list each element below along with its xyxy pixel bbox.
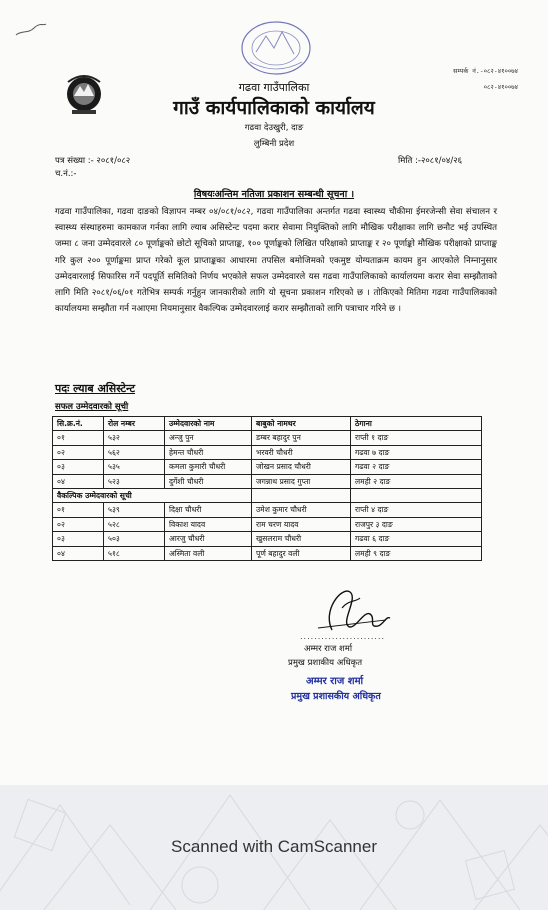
table-cell: ०१: [53, 503, 104, 517]
signatory-designation: प्रमुख प्रशाकीय अधिकृत: [288, 658, 363, 668]
table-cell: हेमन्त चौधरी: [165, 445, 252, 459]
handwritten-signature: [312, 580, 392, 640]
pen-scribble-mark: [14, 22, 48, 38]
table-cell: दिक्षा चौधरी: [165, 503, 252, 517]
table-cell: राप्ती १ दाङ: [351, 431, 482, 445]
alternate-list-title: वैकल्पिक उम्मेदवारको सूची: [53, 489, 252, 503]
table-cell: लमही ९ दाङ: [351, 546, 482, 560]
table-cell: ५१८: [104, 546, 165, 560]
table-row: [53, 460, 482, 474]
contact-number-line2: ०८२-४१००७४: [483, 83, 518, 91]
office-title: गाउँ कार्यपालिकाको कार्यालय: [173, 97, 375, 119]
notice-subject: विषयःअन्तिम नतिजा प्रकाशन सम्बन्धी सूचना ।: [193, 189, 355, 200]
col-header-father: बाबुको नामथर: [252, 417, 351, 431]
scanner-watermark-text: Scanned with CamScanner: [170, 837, 377, 856]
signature-line: ........................: [300, 632, 386, 641]
name-stamp: अम्मर राज शर्मा: [306, 676, 364, 687]
table-cell: भरवरी चौधरी: [252, 445, 351, 459]
table-cell: ५३५: [104, 460, 165, 474]
table-cell: अन्जु पुन: [165, 431, 252, 445]
table-cell: [252, 489, 351, 503]
table-cell: विकाश यादव: [165, 517, 252, 531]
table-row: [53, 474, 482, 488]
table-cell: आरजु चौधरी: [165, 532, 252, 546]
table-cell: ०३: [53, 460, 104, 474]
table-cell: ०१: [53, 431, 104, 445]
table-cell: ५२८: [104, 517, 165, 531]
table-cell: दुर्गेशी चौधरी: [165, 474, 252, 488]
contact-number-line1: सम्पर्क नं.-०८२-४१००७४: [453, 67, 518, 75]
designation-stamp: प्रमुख प्रशासकीय अधिकृत: [291, 691, 381, 702]
table-cell: ०२: [53, 517, 104, 531]
table-row: [53, 517, 482, 531]
table-row: [53, 503, 482, 517]
municipality-name: गढवा गाउँपालिका: [238, 81, 310, 94]
success-list-title: सफल उम्मेदवारको सूची: [55, 402, 129, 412]
table-cell: ५३९: [104, 503, 165, 517]
table-cell: ५०३: [104, 532, 165, 546]
table-cell: [351, 489, 482, 503]
col-header-name: उम्मेदवारको नाम: [165, 417, 252, 431]
table-cell: ०४: [53, 546, 104, 560]
dispatch-number: च.नं.:-: [55, 169, 77, 179]
office-location: गढवा देउखुरी, दाङ: [244, 123, 304, 133]
table-row: [53, 431, 482, 445]
table-cell: गढवा ७ दाङ: [351, 445, 482, 459]
post-title: पदः ल्याब असिस्टेन्ट: [55, 382, 136, 395]
col-header-address: ठेगाना: [351, 417, 482, 431]
table-cell: ०४: [53, 474, 104, 488]
col-header-roll: रोल नम्बर: [104, 417, 165, 431]
table-row: [53, 445, 482, 459]
signatory-name: अम्मर राज शर्मा: [304, 644, 353, 654]
table-cell: जोखन प्रसाद चौधरी: [252, 460, 351, 474]
table-cell: पूर्ण बहादुर वली: [252, 546, 351, 560]
table-cell: ५२३: [104, 474, 165, 488]
table-cell: लमही २ दाङ: [351, 474, 482, 488]
table-header-row: [53, 417, 482, 431]
results-table: [52, 416, 482, 561]
table-cell: ०२: [53, 445, 104, 459]
table-row: [53, 532, 482, 546]
table-cell: ५३२: [104, 431, 165, 445]
alternate-list-title-row: [53, 489, 482, 503]
notice-body: गढवा गाउँपालिका, गढवा दाङको विज्ञापन नम्बर ०४/०८१/०८२, गढवा गाउँपालिका अन्तर्गत गढवा स्वास्थ्य चौकीमा ईमरजेन्सी सेवा संचालन र स्वास्थ्य संस्थाहरुमा कामकाज गर्नका लागि ल्याब असिस्टेन्ट पदमा करार सेवामा नियुक्तिको लागि मौखिक परीक्षाका लागि छनौट भई उपस्थित जम्मा ८ जना उम्मेदवारले ८० पूर्णाङ्कको छोटो सूचिको प्राप्ताङ्क, १०० पूर्णाङ्कको लिखित परिक्षाको प्राप्ताङ्क र २० पूर्णाङ्को मौखिक परीक्षाको प्राप्ताङ्क गरि कुल २०० पूर्णाङ्कमा प्राप्त गरेको कूल प्राप्ताङ्कका आधारमा तपसिल बमोजिमको एकमुष्ट योग्यताक्रम कायम हुन आएकोले निम्नानुसार उम्मेदवारलाई सिफारिस गर्ने पदपूर्ति समितिको निर्णय भएकोले सफल उम्मेदवारले यस गढवा गाउँपालिकाको कार्यालयमा करार सेवा सम्झौताको लागि मिति २०८१/०६/०१ गतेभित्र सम्पर्क गर्नुहुन जानकारीको लागि यो सूचना प्रकाशन गरिएको छ । तोकिएको मितिमा गढवा गाउँपालिकाको कार्यालयमा सम्झौता गर्न नआएमा नियमानुसार वैकल्पिक उम्मेदवारलाई करार सम्झौताको लागि पत्राचार गरिने छ ।: [55, 207, 497, 315]
table-cell: डम्बर बहादुर पुन: [252, 431, 351, 445]
table-cell: राप्ती ४ दाङ: [351, 503, 482, 517]
table-cell: गढवा २ दाङ: [351, 460, 482, 474]
table-cell: ०३: [53, 532, 104, 546]
office-stamp: [232, 18, 320, 84]
table-row: [53, 546, 482, 560]
table-cell: जगन्नाथ प्रसाद गुप्ता: [252, 474, 351, 488]
letter-date: मिति :-२०८१/०४/२६: [398, 156, 463, 166]
table-cell: खुसलराम चौधरी: [252, 532, 351, 546]
table-cell: अस्मिता वली: [165, 546, 252, 560]
letter-number: पत्र संख्या :- २०८१/०८२: [55, 156, 131, 166]
table-cell: कमला कुमारी चौधरी: [165, 460, 252, 474]
table-cell: उमेश कुमार चौधरी: [252, 503, 351, 517]
province-name: लुम्बिनी प्रदेश: [253, 139, 295, 149]
table-cell: राम चरण यादव: [252, 517, 351, 531]
table-cell: गढवा ६ दाङ: [351, 532, 482, 546]
table-cell: राजपुर ३ दाङ: [351, 517, 482, 531]
col-header-sn: सि.क्र.नं.: [53, 417, 104, 431]
table-cell: ५६२: [104, 445, 165, 459]
